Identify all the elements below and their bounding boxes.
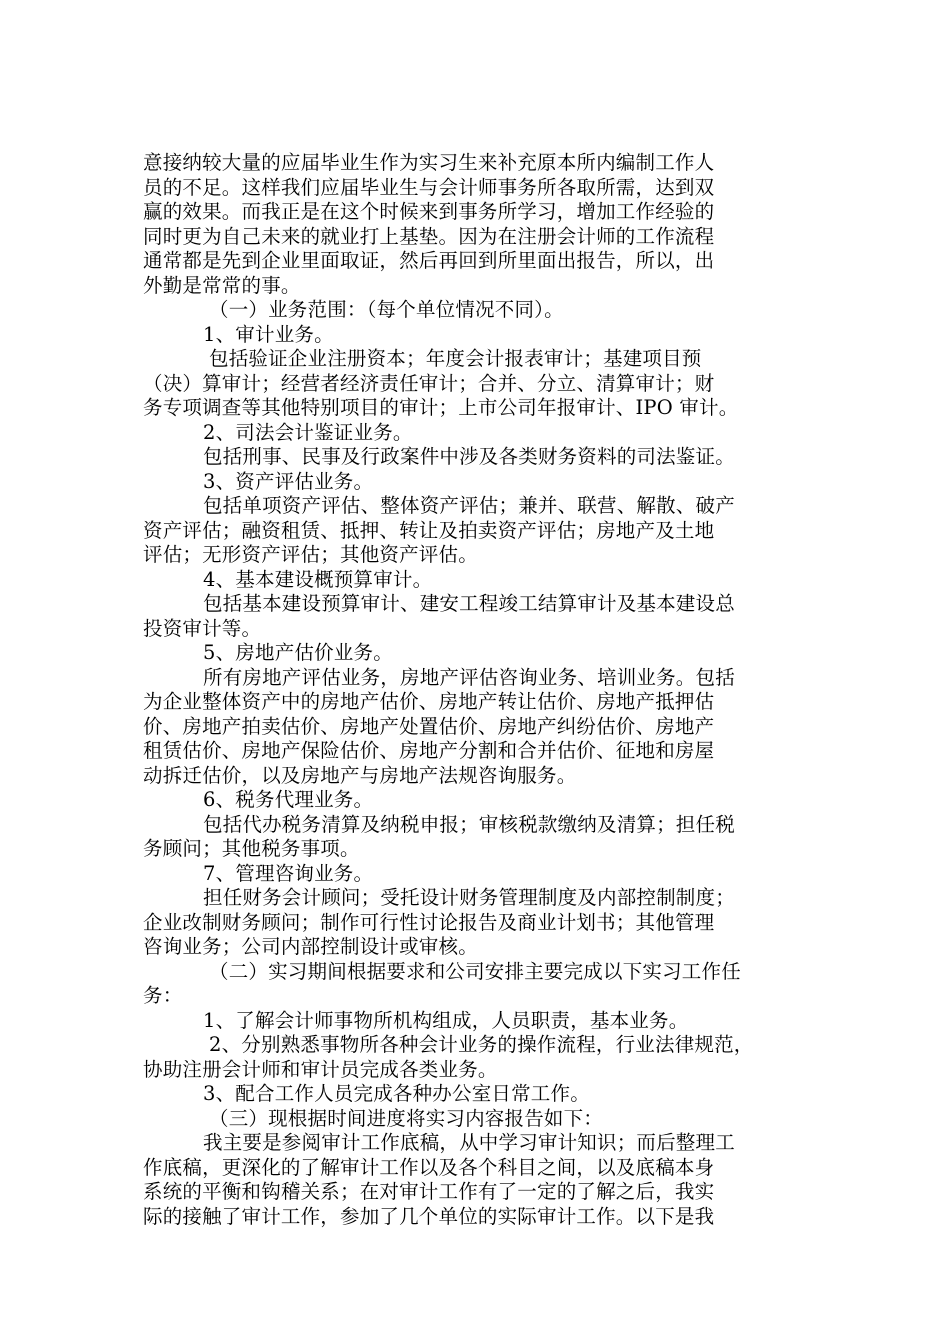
item-heading: 6、税务代理业务。 (203, 788, 374, 811)
text-line: 际的接触了审计工作，参加了几个单位的实际审计工作。以下是我 (143, 1204, 715, 1228)
text-line: 作底稿，更深化的了解审计工作以及各个科目之间，以及底稿本身 (143, 1155, 715, 1179)
text-line: 包括基本建设预算审计、建安工程竣工结算审计及基本建设总 (203, 592, 735, 615)
text-line: 系统的平衡和钩稽关系；在对审计工作有了一定的了解之后，我实 (143, 1180, 715, 1203)
text-line: 赢的效果。而我正是在这个时候来到事务所学习，增加工作经验的 (143, 200, 715, 223)
text-line: 协助注册会计师和审计员完成各类业务。 (143, 1057, 498, 1081)
text-line: 价、房地产拍卖估价、房地产处置估价、房地产纠纷估价、房地产 (143, 714, 715, 738)
section-heading: （二）实习期间根据要求和公司安排主要完成以下实习工作任 (209, 959, 741, 983)
text-line: 包括刑事、民事及行政案件中涉及各类财务资料的司法鉴证。 (203, 445, 735, 468)
item-heading: 5、房地产估价业务。 (203, 641, 393, 664)
text-line: 包括验证企业注册资本；年度会计报表审计；基建项目预 (209, 347, 702, 370)
text-line: （决）算审计；经营者经济责任审计；合并、分立、清算审计；财 (143, 371, 715, 395)
document-body (143, 151, 823, 1229)
text-line: 评估；无形资产评估；其他资产评估。 (143, 543, 478, 566)
item-heading: 7、管理咨询业务。 (203, 861, 374, 885)
text-line: 务顾问；其他税务事项。 (143, 837, 360, 860)
text-line: 包括代办税务清算及纳税申报；审核税款缴纳及清算；担任税 (203, 812, 735, 836)
text-line: 为企业整体资产中的房地产估价、房地产转让估价、房地产抵押估 (143, 690, 715, 713)
item-heading: 3、资产评估业务。 (203, 469, 374, 493)
text-line: 所有房地产评估业务，房地产评估咨询业务、培训业务。包括 (203, 665, 735, 689)
text-line: 通常都是先到企业里面取证，然后再回到所里面出报告，所以，出 (143, 249, 715, 272)
list-item: 1、了解会计师事物所机构组成，人员职责，基本业务。 (203, 1008, 689, 1032)
text-line: 务专项调查等其他特别项目的审计；上市公司年报审计、IPO 审计。 (143, 396, 739, 419)
text-line: 包括单项资产评估、整体资产评估；兼并、联营、解散、破产 (203, 494, 735, 517)
text-line: 投资审计等。 (143, 616, 262, 640)
text-line: 资产评估；融资租赁、抵押、转让及拍卖资产评估；房地产及土地 (143, 518, 715, 542)
text-line: 企业改制财务顾问；制作可行性讨论报告及商业计划书；其他管理 (143, 910, 715, 934)
item-heading: 1、审计业务。 (203, 322, 334, 346)
text-line: 我主要是参阅审计工作底稿，从中学习审计知识；而后整理工 (203, 1131, 735, 1154)
section-heading: （三）现根据时间进度将实习内容报告如下： (209, 1106, 604, 1130)
item-heading: 4、基本建设概预算审计。 (203, 567, 433, 591)
text-line: 员的不足。这样我们应届毕业生与会计师事务所各取所需，达到双 (143, 175, 715, 199)
text-line: 租赁估价、房地产保险估价、房地产分割和合并估价、征地和房屋 (143, 739, 715, 762)
text-line: 担任财务会计顾问；受托设计财务管理制度及内部控制制度； (203, 886, 735, 909)
item-heading: 2、司法会计鉴证业务。 (203, 420, 413, 444)
text-line: 咨询业务；公司内部控制设计或审核。 (143, 935, 478, 958)
list-item: 3、配合工作人员完成各种办公室日常工作。 (203, 1082, 590, 1105)
text-line: 动拆迁估价，以及房地产与房地产法规咨询服务。 (143, 763, 577, 787)
text-line: 务： (143, 984, 183, 1007)
text-line: 外勤是常常的事。 (143, 273, 301, 297)
section-heading: （一）业务范围：（每个单位情况不同）。 (209, 298, 564, 321)
list-item: 2、分别熟悉事物所各种会计业务的操作流程，行业法律规范， (209, 1033, 754, 1056)
text-line: 同时更为自己未来的就业打上基垫。因为在注册会计师的工作流程 (143, 224, 715, 248)
text-line: 意接纳较大量的应届毕业生作为实习生来补充原本所内编制工作人 (143, 151, 715, 174)
